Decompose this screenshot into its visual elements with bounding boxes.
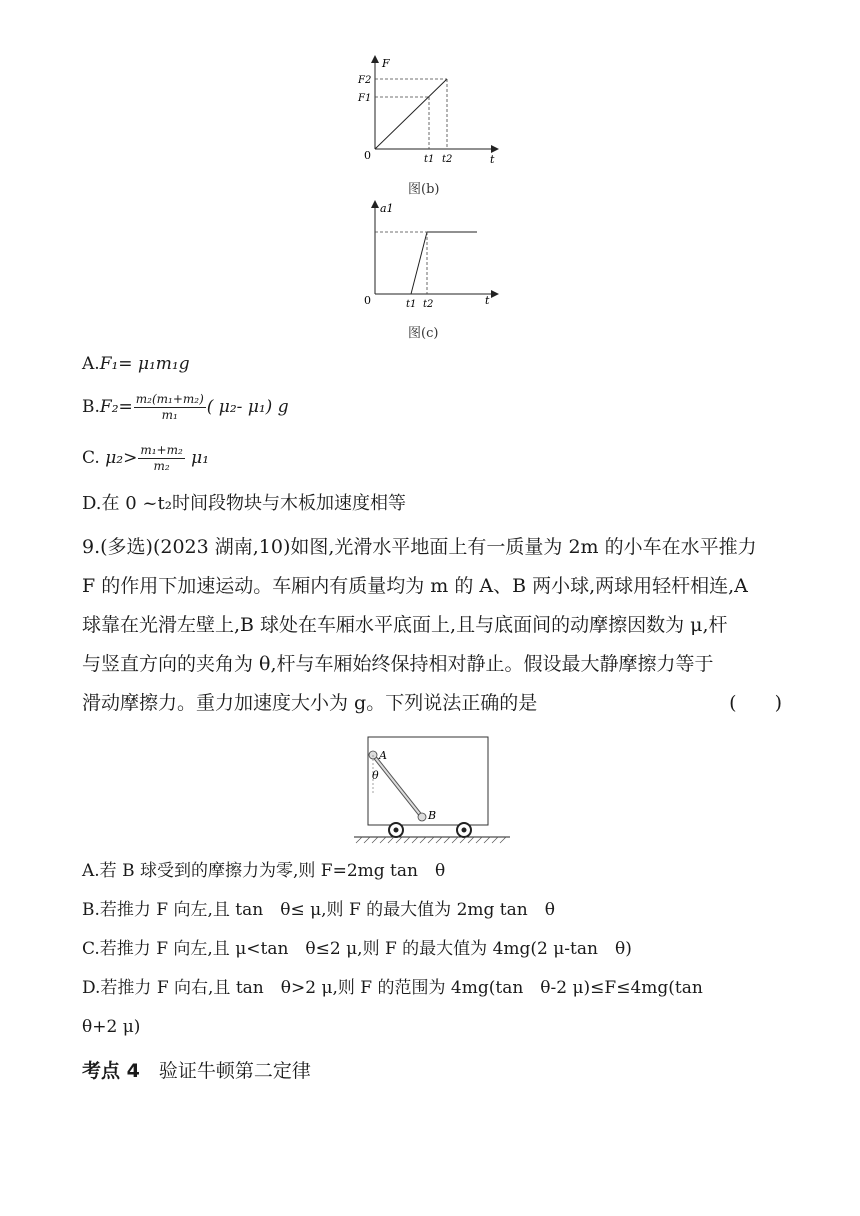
ball-b <box>418 813 426 821</box>
tick-f1: F1 <box>358 93 372 104</box>
q9-option-d: D.若推力 F 向右,且 tan θ>2 μ,则 F 的范围为 4mg(tan θ-2 μ)≤F≤4mg(tan <box>82 978 703 998</box>
q9-option-b: B.若推力 F 向左,且 tan θ≤ μ,则 F 的最大值为 2mg tan θ <box>82 900 555 920</box>
section-label: 考点 4 <box>82 1060 140 1082</box>
answer-bracket: ( ) <box>729 692 782 714</box>
x-label: t <box>485 294 490 307</box>
f-line <box>375 79 447 149</box>
tick-t1: t1 <box>424 154 435 165</box>
q9-stem <box>82 528 782 723</box>
q9-option-c: C.若推力 F 向左,且 μ<tan θ≤2 μ,则 F 的最大值为 4mg(2 μ-tan θ) <box>82 939 632 959</box>
label-a: A <box>379 749 387 762</box>
x-label: t <box>490 153 495 166</box>
tick-t2: t2 <box>423 299 434 310</box>
figure-b-caption: 图(b) <box>408 182 440 197</box>
q9-option-a: A.若 B 球受到的摩擦力为零,则 F=2mg tan θ <box>82 861 446 881</box>
label-b: B <box>428 809 437 822</box>
y-label: a1 <box>380 202 394 215</box>
y-label: F <box>382 57 390 70</box>
q8-option-c: C. μ₂> $\frac{\text{m₁+m₂}}{\text{m₂}}$ μ₁ <box>82 443 210 473</box>
origin-label: 0 <box>364 294 371 307</box>
q8-option-b: B.F₂= $\frac{\text{m₂(m₁+m₂)}}{\text{m₁}}$ ( μ₂- μ₁) g <box>82 392 289 422</box>
tick-t1: t1 <box>406 299 417 310</box>
tick-f2: F2 <box>358 75 372 86</box>
q9-line-5: 滑动摩擦力。重力加速度大小为 g。下列说法正确的是 <box>82 692 538 714</box>
q9-line-3: 球靠在光滑左壁上,B 球处在车厢水平底面上,且与底面间的动摩擦因数为 μ,杆 <box>82 614 728 636</box>
q8-option-d: D.在 0 ~t₂时间段物块与木板加速度相等 <box>82 493 406 514</box>
a1-rise <box>411 232 427 294</box>
section-title: 验证牛顿第二定律 <box>158 1060 311 1082</box>
section-heading <box>82 1056 311 1083</box>
origin-label: 0 <box>364 149 371 162</box>
figure-c-graph <box>355 198 515 316</box>
q9-option-d-cont: θ+2 μ) <box>82 1017 141 1037</box>
q8-option-a: A.F₁= μ₁m₁g <box>82 354 190 374</box>
q9-line-1: 9.(多选)(2023 湖南,10)如图,光滑水平地面上有一质量为 2m 的小车在水平推力 <box>82 536 757 558</box>
q9-line-2: F 的作用下加速运动。车厢内有质量均为 m 的 A、B 两小球,两球用轻杆相连,A <box>82 575 748 597</box>
figure-b-graph <box>355 55 515 170</box>
figure-c-caption: 图(c) <box>408 326 439 341</box>
label-theta: θ <box>372 769 379 782</box>
cart-figure <box>352 733 512 845</box>
wheel-left <box>389 823 403 837</box>
tick-t2: t2 <box>442 154 453 165</box>
wheel-right <box>457 823 471 837</box>
q9-line-4: 与竖直方向的夹角为 θ,杆与车厢始终保持相对静止。假设最大静摩擦力等于 <box>82 653 714 675</box>
